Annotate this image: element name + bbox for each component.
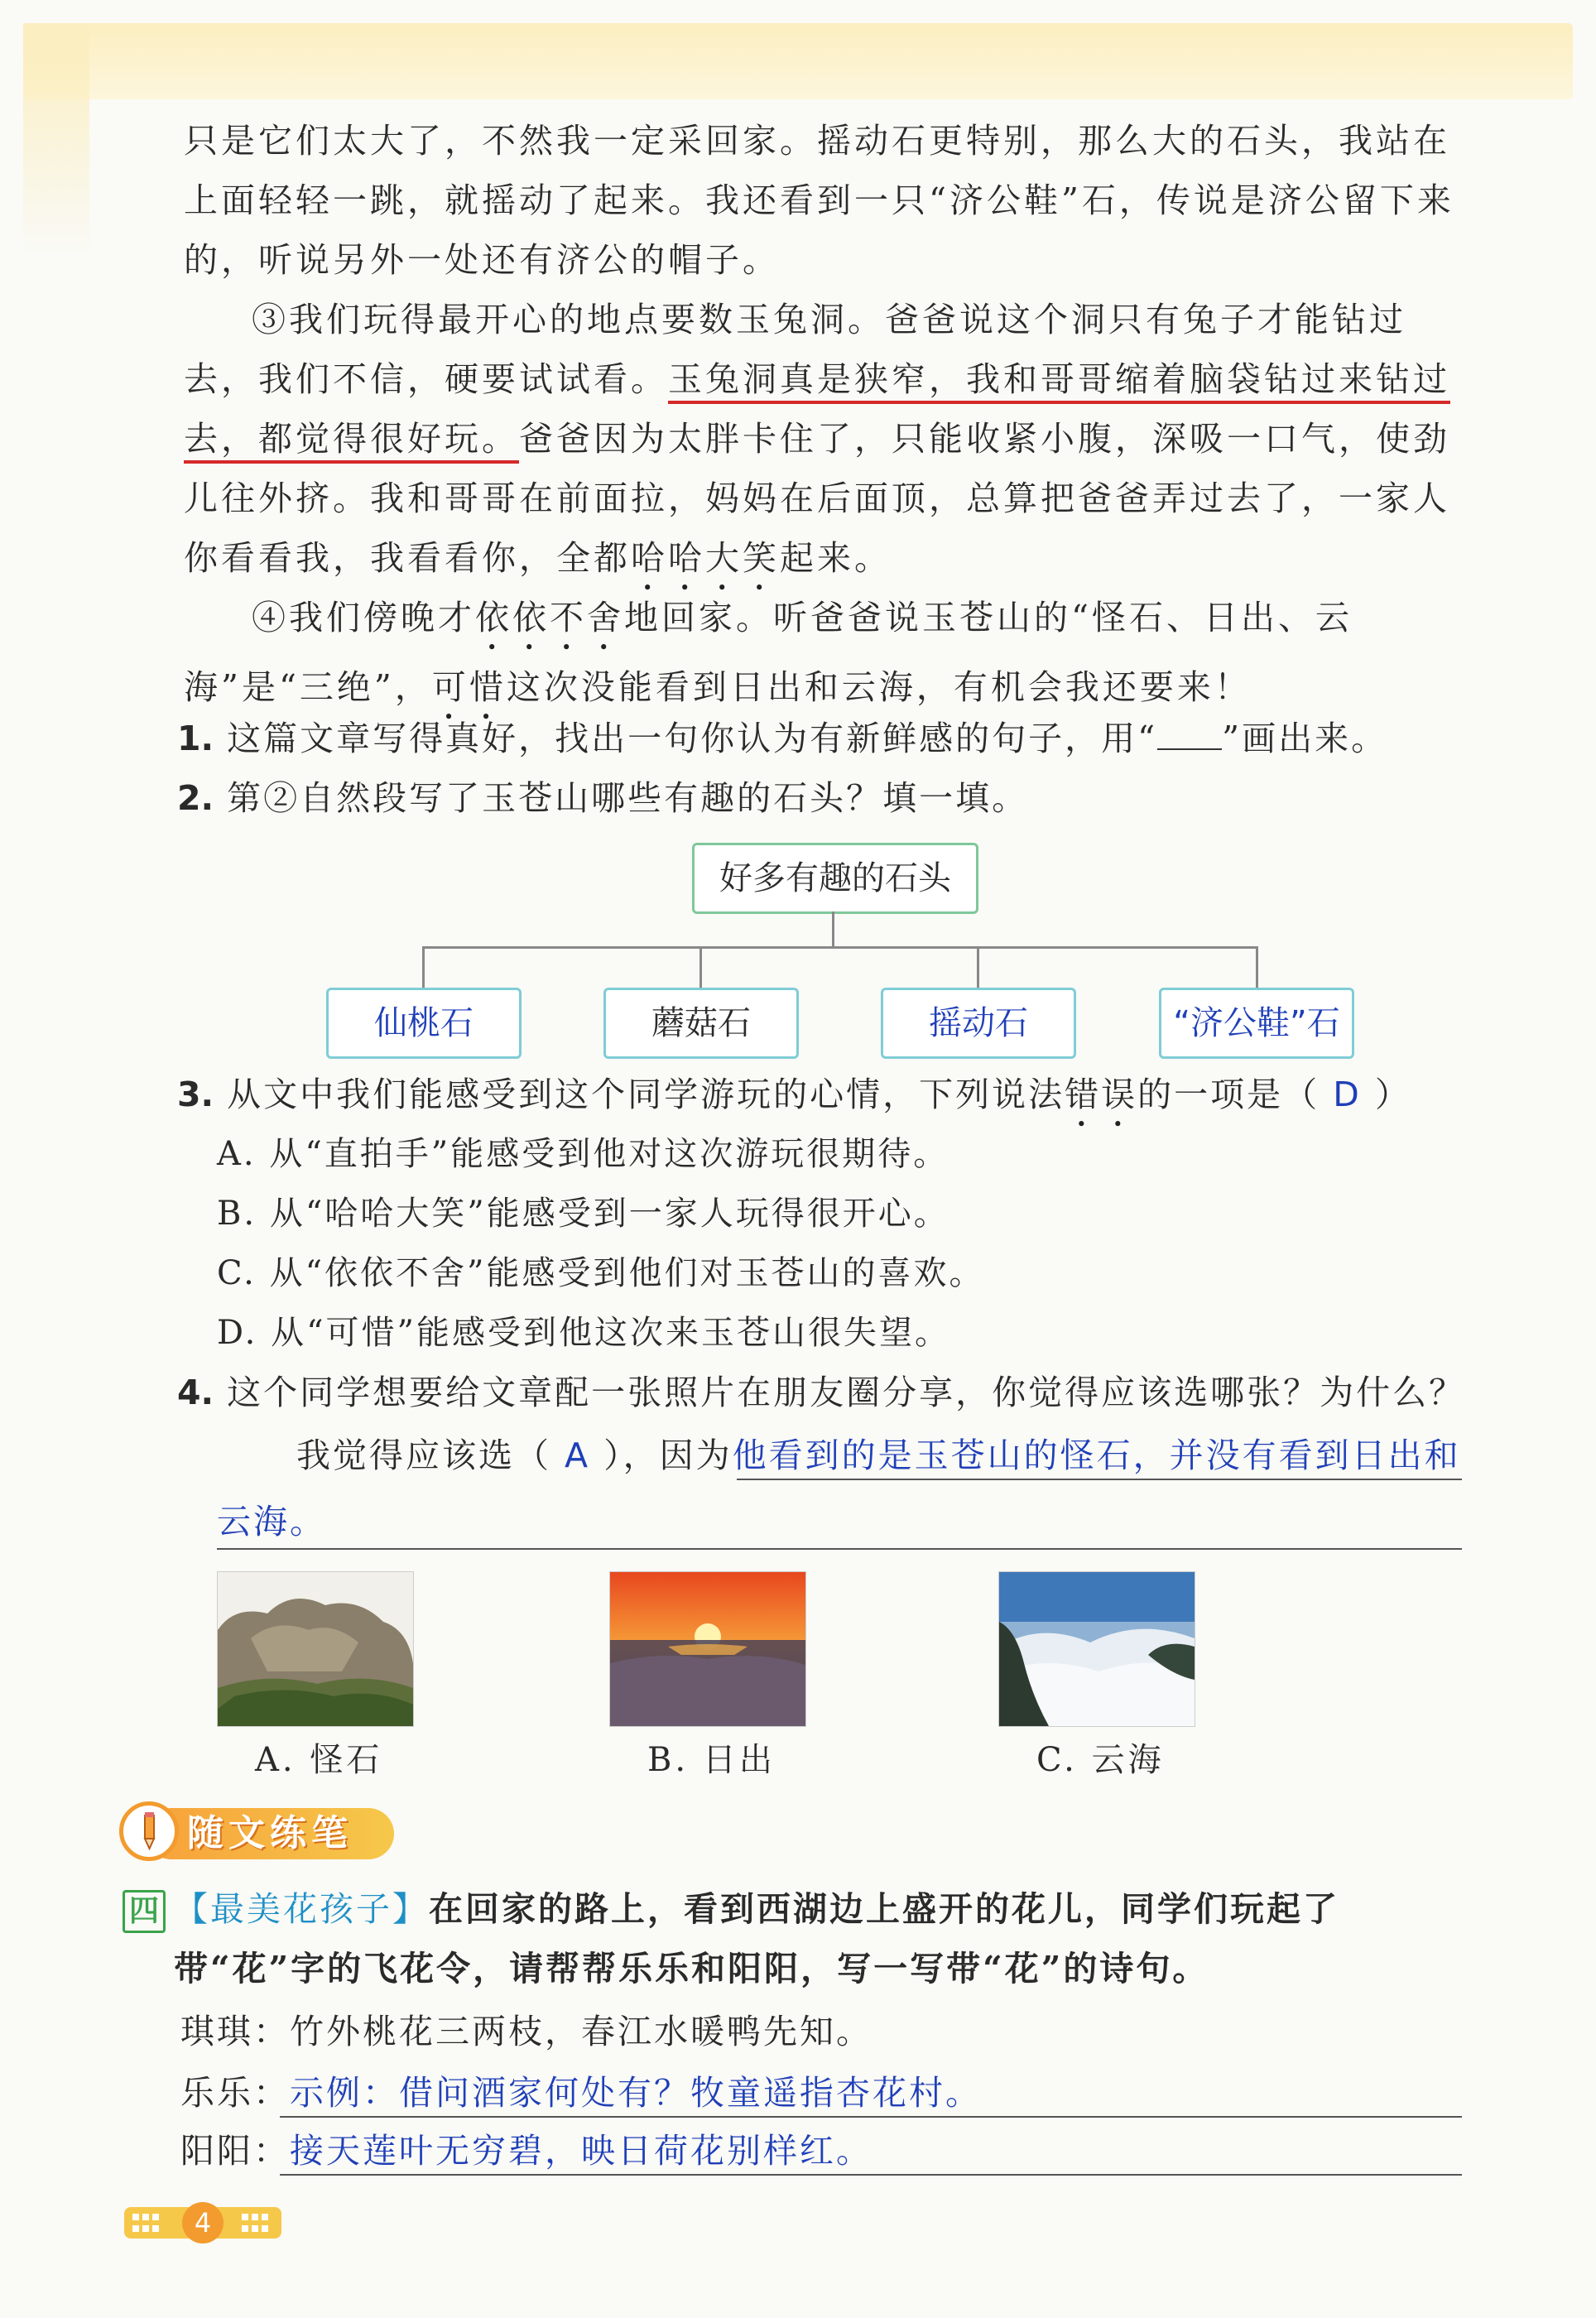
question-4	[177, 1368, 1465, 1417]
question-number: 4.	[177, 1373, 214, 1412]
question-text: 从文中我们能感受到这个同学游玩的心情，下列说法	[227, 1075, 1065, 1114]
q4-prefix: 我觉得应该选（	[296, 1436, 551, 1475]
passage-line: 的，听说另外一处还有济公的帽子。	[184, 240, 780, 280]
question-1	[177, 714, 1387, 763]
option-c: C. 从“依依不舍”能感受到他们对玉苍山的喜欢。	[217, 1254, 985, 1292]
dotted-phrase: 哈哈大笑	[631, 538, 780, 578]
question-number: 1.	[177, 719, 214, 758]
section-badge	[119, 1801, 396, 1868]
question-text: 这篇文章写得真好，找出一句你认为有新鲜感的句子，用“	[227, 719, 1158, 758]
passage-text: 地回家。听爸爸说玉苍山的“怪石、日出、云海”是“三绝”，	[184, 598, 1353, 707]
sunrise-photo	[609, 1571, 806, 1727]
passage-line: 只是它们太大了，不然我一定采回家。摇动石更特别，那么大的石头，我站在	[184, 121, 1450, 161]
question-number: 3.	[177, 1075, 214, 1114]
badge-label: 随文练笔	[187, 1812, 353, 1854]
sea-of-clouds-photo	[998, 1571, 1195, 1727]
answer-choice: A	[565, 1436, 591, 1475]
page-number: 4	[194, 2207, 212, 2239]
left-decor-band	[23, 23, 89, 255]
dotted-phrase: 可惜	[431, 667, 507, 707]
passage-line: 上面轻轻一跳，就摇动了起来。我还看到一只“济公鞋”石，传说是济公留下来	[184, 180, 1454, 220]
option-a: A. 从“直拍手”能感受到他对这次游玩很期待。	[217, 1135, 949, 1173]
question-text: 这个同学想要给文章配一张照片在朋友圈分享，你觉得应该选哪张？为什么？	[227, 1373, 1466, 1412]
answer-choice: D	[1333, 1075, 1362, 1114]
passage-text: ④我们傍晚才	[252, 598, 475, 637]
option-b: B. 从“哈哈大笑”能感受到一家人玩得很开心。	[217, 1195, 949, 1233]
tree-leaf-4: “济公鞋”石	[1159, 988, 1354, 1059]
speaker-label: 琪琪：	[180, 2012, 290, 2051]
photo-caption-a: A. 怪石	[255, 1741, 383, 1779]
tree-connector	[422, 946, 1258, 949]
task-text: 在回家的路上，看到西湖边上盛开的花儿，同学们玩起了带“花”字的飞花令，请帮帮乐乐和阳阳，写一写带“花”的诗句。	[174, 1889, 1339, 1989]
task-number-box: 四	[123, 1890, 166, 1933]
tree-leaf-2: 蘑菇石	[603, 988, 799, 1059]
answer-text: 示例：借问酒家何处有？牧童遥指杏花村。	[290, 2073, 982, 2113]
qiqi-line	[180, 2007, 873, 2056]
answer-line	[280, 2174, 1462, 2176]
passage-paragraph-2-tail	[184, 111, 1463, 290]
answer-text: 接天莲叶无穷碧，映日荷花别样红。	[290, 2131, 873, 2171]
answer-text: 他看到的是玉苍山的怪石，并没有看到日出和	[732, 1436, 1461, 1475]
passage-text: 起来。	[780, 538, 892, 578]
tree-leaf-3: 摇动石	[881, 988, 1076, 1059]
question-text: 的一项是（	[1137, 1075, 1320, 1114]
q4-answer-line-2: 云海。	[217, 1502, 326, 1541]
top-decor-band	[23, 23, 1573, 99]
dotted-phrase: 错误	[1065, 1075, 1138, 1114]
question-text: 第②自然段写了玉苍山哪些有趣的石头？填一填。	[227, 778, 1029, 818]
question-text: ”画出来。	[1222, 719, 1388, 758]
task-tag: 【最美花孩子】	[174, 1889, 429, 1929]
rocks-photo	[217, 1571, 414, 1727]
speaker-label: 乐乐：	[180, 2073, 290, 2113]
photo-caption-b: B. 日出	[647, 1741, 776, 1779]
passage-text: 这次没能看到日出和云海，有机会我还要来！	[506, 667, 1252, 707]
lele-line	[180, 2068, 982, 2118]
photo-caption-c: C. 云海	[1036, 1741, 1165, 1779]
tree-connector	[1256, 946, 1258, 988]
passage-text: 爸爸因为太胖卡住了，只能收紧小腹，深吸一口气，使劲儿往外挤。我和哥哥在前面拉，妈妈在后面顶，总算把爸爸弄过去了，一家人你看看我，我看看你，全都	[184, 419, 1450, 578]
task-4-prompt	[174, 1879, 1465, 1998]
tree-connector	[699, 946, 702, 988]
question-3	[177, 1070, 1411, 1134]
passage-text: ③我们玩得最开心的地点要数玉兔洞。爸爸说这个洞只有兔子才能钻过去，我们不信，硬要试试看。	[184, 300, 1406, 399]
passage-paragraph-3	[184, 290, 1463, 598]
red-underlined-sentence: 玉兔洞真是狭窄，我和哥哥缩着脑袋钻过来钻过去，都觉得很好玩。	[184, 359, 1450, 464]
tree-connector	[832, 911, 834, 948]
dotted-phrase: 依依不舍	[475, 598, 624, 637]
passage-paragraph-4	[184, 588, 1463, 727]
tree-root-box: 好多有趣的石头	[692, 843, 978, 914]
page-number-badge	[124, 2202, 281, 2243]
pencil-icon	[119, 1801, 179, 1861]
tree-connector	[422, 946, 425, 988]
speaker-label: 阳阳：	[180, 2131, 290, 2171]
option-d: D. 从“可惜”能感受到他这次来玉苍山很失望。	[217, 1314, 950, 1352]
q4-answer-line-1	[296, 1431, 1461, 1480]
underline-sample	[1157, 717, 1222, 750]
tree-connector	[977, 946, 979, 988]
question-number: 2.	[177, 778, 214, 818]
answer-line	[217, 1548, 1462, 1550]
tree-leaf-1: 仙桃石	[326, 988, 522, 1059]
question-2	[177, 773, 1028, 823]
poem-line: 竹外桃花三两枝，春江水暖鸭先知。	[290, 2012, 873, 2051]
q4-mid: ），因为	[603, 1436, 733, 1475]
yangyang-line	[180, 2126, 873, 2176]
question-text: ）	[1374, 1075, 1411, 1114]
answer-line	[737, 1479, 1462, 1480]
answer-line	[280, 2116, 1462, 2118]
